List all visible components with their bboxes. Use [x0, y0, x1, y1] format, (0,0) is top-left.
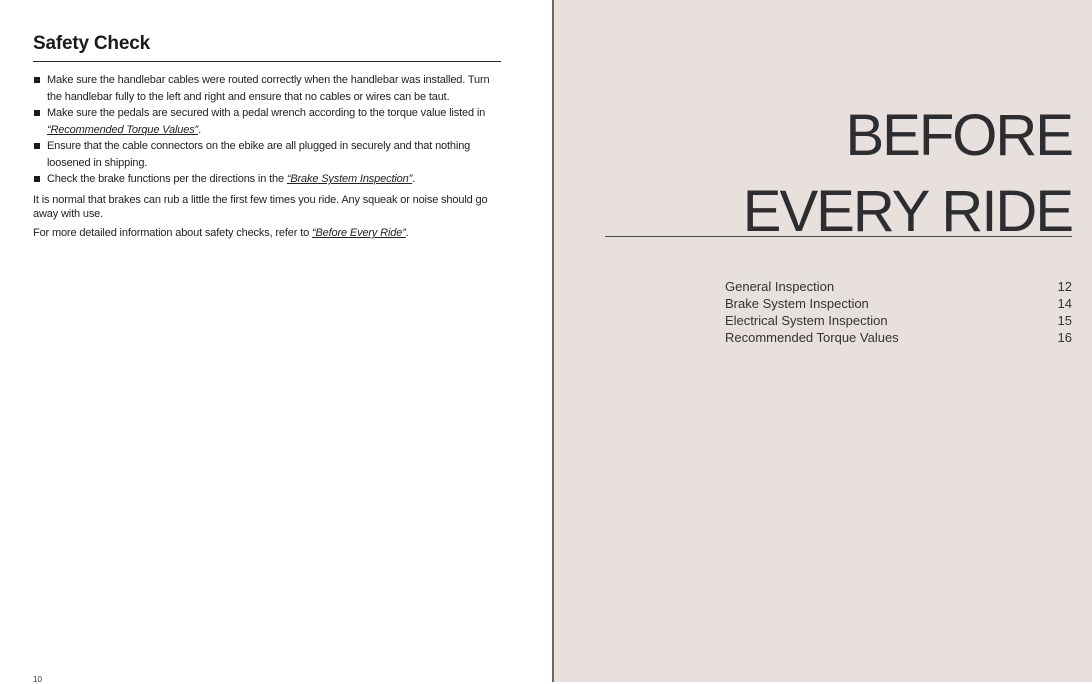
square-bullet-icon: [34, 143, 40, 149]
brake-note-paragraph: It is normal that brakes can rub a little the first few times you ride. Any squeak or noise should go away with use.: [33, 194, 488, 220]
list-item-suffix: .: [412, 173, 415, 185]
list-item: [33, 171, 501, 188]
page-number: 10: [33, 675, 42, 684]
toc-item-page: 16: [1057, 330, 1072, 345]
toc-item-label: Brake System Inspection: [725, 296, 869, 311]
chapter-title-line-1: BEFORE: [845, 103, 1072, 168]
toc-item-page: 15: [1057, 313, 1072, 328]
list-item-text: Make sure the pedals are secured with a pedal wrench according to the torque value listed in: [47, 107, 486, 119]
brake-inspection-link[interactable]: “Brake System Inspection”: [286, 173, 413, 185]
toc-item-label: General Inspection: [725, 279, 835, 294]
toc-item-label: Recommended Torque Values: [725, 330, 899, 345]
toc-item[interactable]: [725, 329, 1072, 346]
toc-item-label: Electrical System Inspection: [725, 313, 888, 328]
list-item: [33, 138, 501, 171]
chapter-title-divider: [605, 236, 1072, 237]
toc-item[interactable]: [725, 278, 1072, 295]
before-every-ride-link[interactable]: “Before Every Ride”: [311, 227, 406, 239]
square-bullet-icon: [34, 77, 40, 83]
toc-item[interactable]: [725, 312, 1072, 329]
list-item-suffix: .: [198, 123, 201, 136]
list-item: [33, 72, 501, 105]
square-bullet-icon: [34, 110, 40, 116]
square-bullet-icon: [34, 176, 40, 182]
toc-item[interactable]: [725, 295, 1072, 312]
toc-item-page: 14: [1057, 296, 1072, 311]
chapter-title: [743, 98, 1072, 250]
list-item-text: Ensure that the cable connectors on the ebike are all plugged in securely and that nothing loosened in shipping.: [47, 140, 471, 169]
torque-values-link[interactable]: “Recommended Torque Values”: [47, 123, 199, 136]
reference-text: For more detailed information about safety checks, refer to: [33, 227, 312, 239]
toc-item-page: 12: [1057, 279, 1072, 294]
list-item: [33, 105, 501, 138]
chapter-title-line-2: EVERY RIDE: [742, 179, 1072, 244]
list-item-text: Check the brake functions per the directions in the: [47, 173, 287, 185]
title-divider: [33, 61, 501, 62]
table-of-contents: [725, 278, 1072, 346]
section-title: Safety Check: [33, 33, 150, 54]
reference-paragraph: [33, 226, 501, 240]
reference-suffix: .: [405, 227, 409, 239]
safety-check-list: [33, 72, 501, 188]
list-item-text: Make sure the handlebar cables were routed correctly when the handlebar was installed. Turn the handlebar fully to the left and right and ensure that no cables or wires can be taut.: [47, 74, 490, 103]
right-page: [554, 0, 1092, 682]
